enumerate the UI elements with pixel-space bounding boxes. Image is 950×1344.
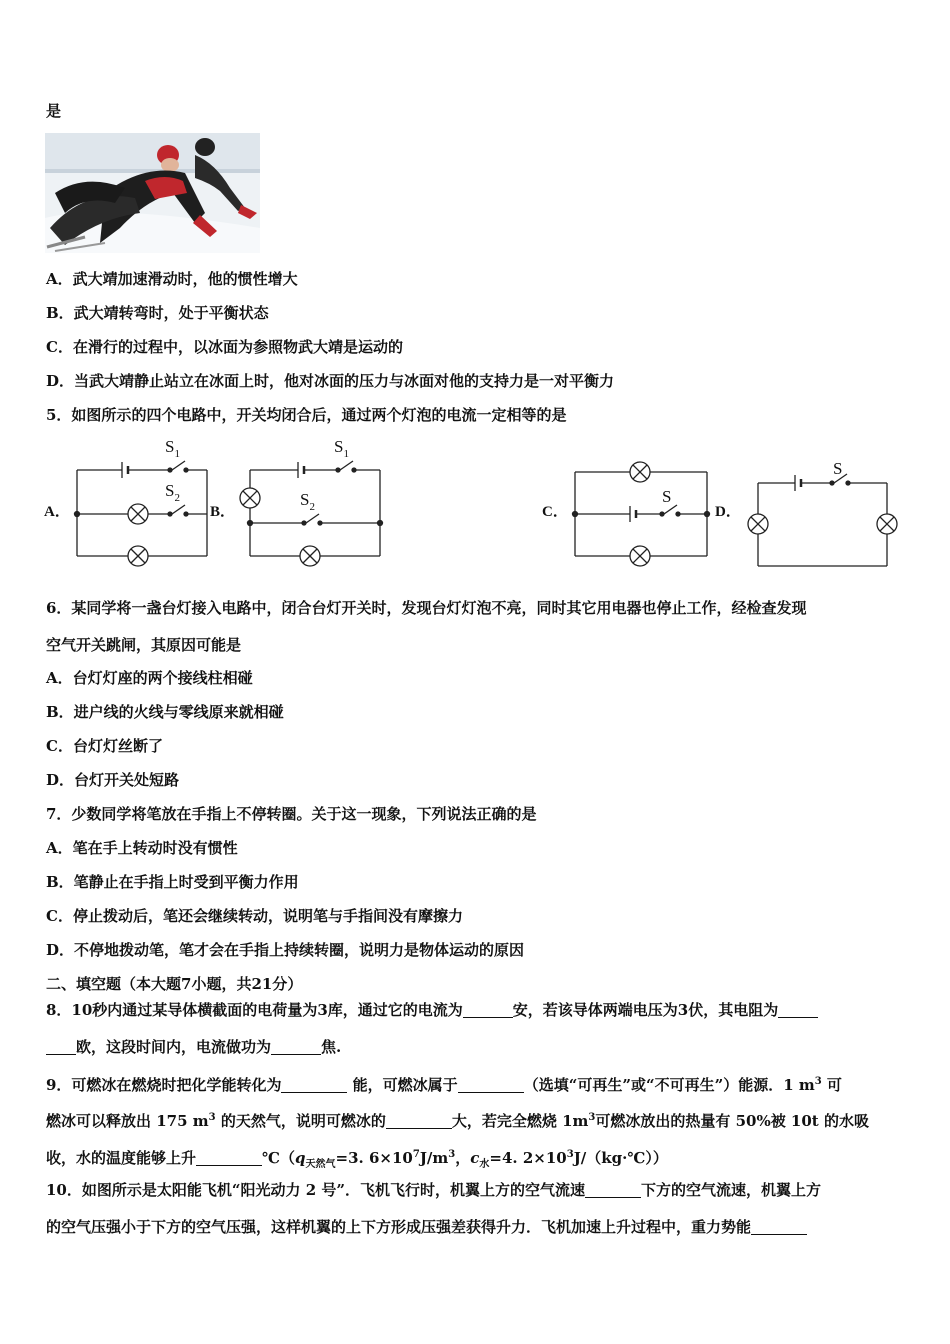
q9-text-3a: 收，水的温度能够上升 bbox=[46, 1149, 197, 1167]
q9-text-2a: 燃冰可以释放出 175 m bbox=[46, 1112, 209, 1130]
q9-text-3f: =4. 2×10 bbox=[489, 1149, 567, 1167]
q4-option-a: A．武大靖加速滑动时，他的惯性增大 bbox=[46, 270, 298, 288]
q6-option-c: C．台灯灯丝断了 bbox=[46, 737, 163, 755]
q9-text-3e: ， bbox=[455, 1149, 471, 1167]
q9-sup-2a: 3 bbox=[208, 1112, 216, 1123]
q10-text-1a: 10．如图所示是太阳能飞机“阳光动力 2 号”．飞机飞行时，机翼上方的空气流速 bbox=[46, 1181, 586, 1199]
q10-line2 bbox=[46, 1217, 807, 1237]
q7-option-a: A．笔在手上转动时没有惯性 bbox=[46, 839, 238, 857]
q10-blank-flow-speed[interactable] bbox=[585, 1182, 641, 1198]
q8-blank-current[interactable] bbox=[463, 1002, 513, 1018]
q9-symbol-c: c bbox=[470, 1149, 480, 1167]
circuit-a bbox=[44, 437, 207, 566]
q9-line2 bbox=[46, 1108, 869, 1131]
q8-line1 bbox=[46, 1000, 818, 1020]
q9-text-3d: J/m bbox=[419, 1149, 449, 1167]
q9-blank-energy[interactable] bbox=[281, 1077, 347, 1093]
q9-sup-3d: 3 bbox=[448, 1149, 456, 1160]
circuit-b-s2-label: $S_2$ bbox=[300, 490, 315, 513]
q10-text-1b: 下方的空气流速，机翼上方 bbox=[641, 1181, 822, 1199]
q9-sup-3c: 7 bbox=[412, 1149, 420, 1160]
q10-blank-potential-energy[interactable] bbox=[751, 1219, 807, 1235]
q7-option-c: C．停止拨动后，笔还会继续转动，说明笔与手指间没有摩擦力 bbox=[46, 907, 463, 925]
q6-option-d: D．台灯开关处短路 bbox=[46, 771, 180, 789]
q6-stem-line2: 空气开关跳闸，其原因可能是 bbox=[46, 636, 242, 654]
q8-blank-resistance-b[interactable] bbox=[46, 1039, 76, 1055]
q9-sup-3f: 3 bbox=[566, 1149, 574, 1160]
circuit-b-s1-label: $S_1$ bbox=[334, 437, 349, 460]
q9-sub-c: 水 bbox=[479, 1159, 490, 1170]
circuit-a-s1-label: $S_1$ bbox=[165, 437, 180, 460]
circuit-b bbox=[210, 437, 383, 566]
q8-text-4: 焦. bbox=[321, 1038, 342, 1056]
q9-text-2b: 的天然气，说明可燃冰的 bbox=[215, 1112, 386, 1130]
q6-stem-line1: 6．某同学将一盏台灯接入电路中，闭合台灯开关时，发现台灯灯泡不亮，同时其它用电器也停止工作，经检查发现 bbox=[46, 599, 807, 617]
q9-text-3g: J/（kg·℃）） bbox=[573, 1149, 668, 1167]
q7-stem: 7．少数同学将笔放在手指上不停转圈。关于这一现象，下列说法正确的是 bbox=[46, 805, 537, 823]
q8-text-3: 欧，这段时间内，电流做功为 bbox=[76, 1038, 272, 1056]
q9-line1 bbox=[46, 1072, 842, 1095]
section-2-title: 二、填空题（本大题7小题，共21分） bbox=[46, 975, 303, 993]
circuit-d bbox=[715, 459, 897, 566]
q9-line3 bbox=[46, 1145, 668, 1175]
q7-option-b: B．笔静止在手指上时受到平衡力作用 bbox=[46, 873, 299, 891]
q10-text-2a: 的空气压强小于下方的空气压强，这样机翼的上下方形成压强差获得升力．飞机加速上升过程中，重力势能 bbox=[46, 1218, 752, 1236]
q9-text-3c: =3. 6×10 bbox=[335, 1149, 413, 1167]
q7-option-d: D．不停地拨动笔，笔才会在手指上持续转圈，说明力是物体运动的原因 bbox=[46, 941, 525, 959]
q9-blank-heat-value[interactable] bbox=[386, 1113, 452, 1129]
q8-blank-resistance-a[interactable] bbox=[778, 1002, 818, 1018]
q9-text-1d: 可 bbox=[821, 1076, 842, 1094]
q9-text-1c: （选填“可再生”或“不可再生”）能源．1 m bbox=[523, 1076, 815, 1094]
q9-blank-renewable[interactable] bbox=[458, 1077, 524, 1093]
q9-text-1a: 9．可燃冰在燃烧时把化学能转化为 bbox=[46, 1076, 282, 1094]
q9-symbol-q: q bbox=[295, 1149, 306, 1167]
q4-stem-tail: 是 bbox=[46, 102, 62, 120]
circuit-c-s-label: S bbox=[662, 487, 672, 506]
q8-line2 bbox=[46, 1037, 341, 1057]
q4-option-b: B．武大靖转弯时，处于平衡状态 bbox=[46, 304, 269, 322]
speed-skating-photo bbox=[45, 133, 260, 253]
circuit-c-label: C． bbox=[542, 504, 568, 520]
q9-text-2d: 可燃冰放出的热量有 50%被 10t 的水吸 bbox=[595, 1112, 869, 1130]
q5-circuit-diagrams bbox=[40, 430, 920, 575]
q6-option-a: A．台灯灯座的两个接线柱相碰 bbox=[46, 669, 253, 687]
q9-text-2c: 大，若完全燃烧 1m bbox=[451, 1112, 589, 1130]
circuit-c bbox=[542, 462, 710, 566]
q9-sup-2c: 3 bbox=[588, 1112, 596, 1123]
q5-stem: 5．如图所示的四个电路中，开关均闭合后，通过两个灯泡的电流一定相等的是 bbox=[46, 406, 567, 424]
q9-sup-1: 3 bbox=[814, 1076, 822, 1087]
q9-text-3b: ℃（ bbox=[262, 1149, 295, 1167]
q9-text-1b: 能，可燃冰属于 bbox=[347, 1076, 458, 1094]
q4-option-d: D．当武大靖静止站立在冰面上时，他对冰面的压力与冰面对他的支持力是一对平衡力 bbox=[46, 372, 615, 390]
circuit-d-label: D． bbox=[715, 504, 741, 520]
q8-text-2: 安，若该导体两端电压为3伏，其电阻为 bbox=[512, 1001, 779, 1019]
circuit-a-s2-label: $S_2$ bbox=[165, 481, 180, 504]
circuit-d-s-label: S bbox=[833, 459, 843, 478]
q9-blank-temperature[interactable] bbox=[196, 1150, 262, 1166]
q6-option-b: B．进户线的火线与零线原来就相碰 bbox=[46, 703, 284, 721]
q10-line1 bbox=[46, 1180, 821, 1200]
circuit-a-label: A． bbox=[44, 504, 70, 520]
circuit-b-label: B． bbox=[210, 504, 236, 520]
q9-sub-q: 天然气 bbox=[305, 1159, 336, 1170]
q4-option-c: C．在滑行的过程中，以冰面为参照物武大靖是运动的 bbox=[46, 338, 403, 356]
q8-text-1: 8．10秒内通过某导体横截面的电荷量为3库，通过它的电流为 bbox=[46, 1001, 463, 1019]
q8-blank-work[interactable] bbox=[271, 1039, 321, 1055]
